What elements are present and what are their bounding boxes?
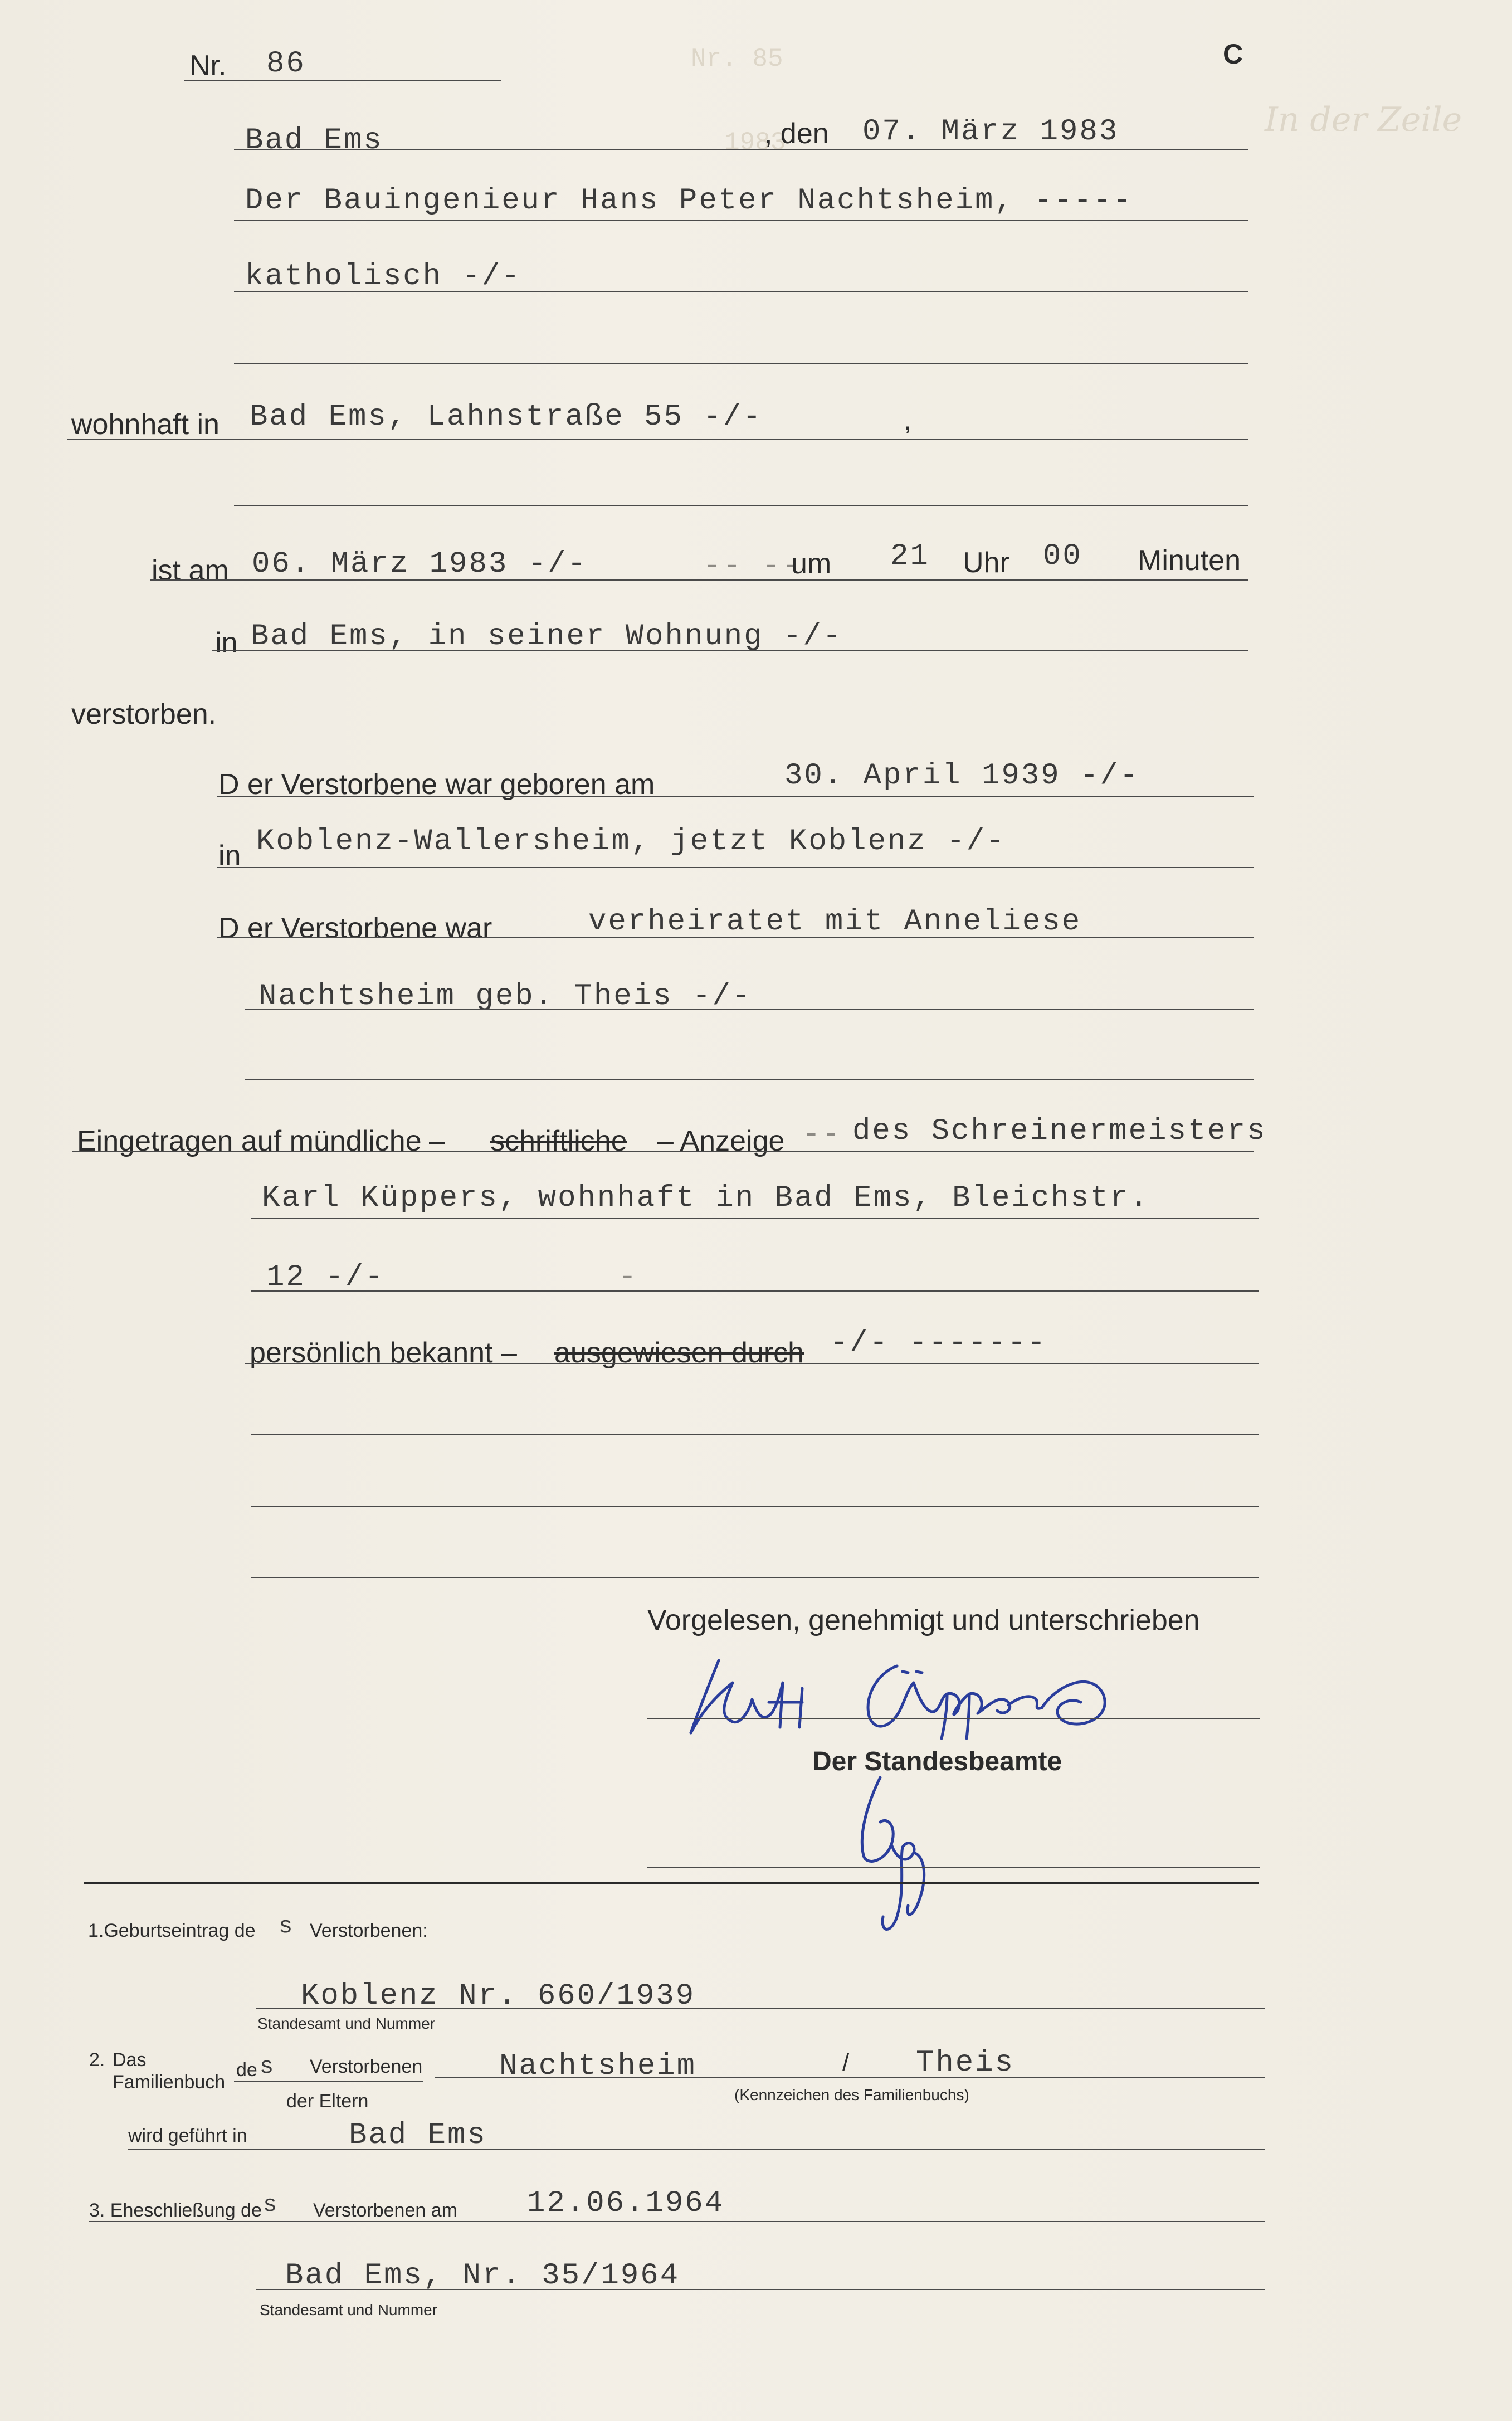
marriage-suffix: Verstorbenen am — [313, 2200, 457, 2221]
marital-value-2: Nachtsheim geb. Theis -/- — [258, 980, 752, 1014]
nr-value: 86 — [266, 47, 306, 81]
blank-line — [251, 1577, 1259, 1578]
birth-entry-s: s — [279, 1913, 295, 1940]
birth-entry-suffix: Verstorbenen: — [310, 1920, 428, 1941]
blank-line — [234, 363, 1248, 364]
informant-line-3-rule — [251, 1290, 1259, 1292]
place-value: Bad Ems — [245, 124, 383, 158]
birth-in-label: in — [218, 840, 241, 872]
birth-place: Koblenz-Wallersheim, jetzt Koblenz -/- — [256, 825, 1006, 859]
registrar-signature-line — [647, 1867, 1260, 1868]
religion-value: katholisch -/- — [245, 260, 521, 294]
family-book-eltern: der Eltern — [286, 2091, 369, 2112]
registration-label-b: – Anzeige — [657, 1125, 785, 1157]
minuten-label: Minuten — [1138, 544, 1241, 577]
family-book-verstorbenen: Verstorbenen — [310, 2056, 423, 2077]
registrar-label: Der Standesbeamte — [812, 1747, 1062, 1776]
death-in-label: in — [215, 627, 238, 659]
birth-entry-caption: Standesamt und Nummer — [257, 2015, 436, 2032]
nr-label: Nr. — [189, 50, 227, 82]
nr-underline — [184, 80, 501, 81]
family-book-separator: / — [842, 2049, 850, 2076]
birth-label: D er Verstorbene war geboren am — [218, 768, 655, 801]
deceased-description: Der Bauingenieur Hans Peter Nachtsheim, ----- — [245, 184, 1133, 218]
marriage-register-line — [256, 2289, 1265, 2290]
death-minutes: 00 — [1043, 539, 1082, 573]
known-line — [245, 1363, 1259, 1364]
blank-line — [251, 1506, 1259, 1507]
birth-place-line — [217, 867, 1254, 868]
residence-trail: , — [904, 404, 912, 436]
bleed-through-handwriting: In der Zeile — [1265, 100, 1462, 139]
place-date-line — [234, 149, 1248, 150]
known-struck-option: ausgewiesen durch — [554, 1337, 804, 1369]
death-place-line — [212, 650, 1248, 651]
marital-value-1: verheiratet mit Anneliese — [588, 905, 1082, 939]
marriage-label: 3. Eheschließung de — [89, 2200, 262, 2221]
birth-date-line — [217, 796, 1254, 797]
marriage-register-caption: Standesamt und Nummer — [260, 2301, 438, 2318]
registrar-initials-signature — [836, 1766, 947, 1945]
death-date: 06. März 1983 -/- — [252, 547, 587, 581]
bleed-through-text: Nr. 85 — [691, 45, 783, 74]
marriage-s: s — [263, 2191, 279, 2218]
family-book-line — [435, 2077, 1265, 2078]
read-approved-label: Vorgelesen, genehmigt und unterschrieben — [647, 1604, 1200, 1636]
registration-struck-option: schriftliche — [490, 1125, 627, 1157]
document-date: 07. März 1983 — [862, 115, 1119, 149]
registration-line — [72, 1151, 1254, 1152]
family-book-label-a: Das — [113, 2049, 147, 2071]
residence-line — [67, 439, 1248, 440]
birth-entry-value: Koblenz Nr. 660/1939 — [301, 1979, 696, 2013]
uhr-label: Uhr — [963, 547, 1009, 579]
registration-label-a: Eingetragen auf mündliche — [77, 1125, 422, 1157]
ist-am-label: ist am — [152, 554, 229, 587]
known-label: persönlich bekannt – — [250, 1337, 517, 1369]
informant-line-3-fill: - — [618, 1260, 638, 1294]
death-hour: 21 — [890, 539, 930, 573]
birth-date: 30. April 1939 -/- — [784, 759, 1140, 793]
marriage-register-value: Bad Ems, Nr. 35/1964 — [285, 2259, 680, 2293]
informant-line-3: 12 -/- — [266, 1260, 385, 1294]
marriage-date: 12.06.1964 — [527, 2186, 725, 2220]
person-line — [234, 220, 1248, 221]
family-book-des: de — [236, 2059, 257, 2081]
birth-entry-line — [256, 2008, 1265, 2009]
family-book-place: Bad Ems — [349, 2118, 487, 2152]
family-book-label-b: Familienbuch — [113, 2072, 226, 2093]
blank-line — [245, 1079, 1254, 1080]
family-book-caption: (Kennzeichen des Familienbuchs) — [734, 2086, 969, 2103]
informant-line-2-rule — [251, 1218, 1259, 1219]
marriage-line — [89, 2221, 1265, 2222]
registration-dash: – — [429, 1125, 445, 1157]
informant-line-2: Karl Küppers, wohnhaft in Bad Ems, Bleichstr. — [262, 1181, 1150, 1215]
corner-letter: C — [1223, 38, 1243, 70]
residence-value: Bad Ems, Lahnstraße 55 -/- — [250, 400, 763, 434]
signature-line — [647, 1718, 1260, 1719]
family-book-subline — [234, 2081, 423, 2082]
residence-label: wohnhaft in — [71, 408, 220, 441]
bleed-through-text: 1983 — [724, 128, 786, 157]
family-book-place-line — [128, 2149, 1265, 2150]
informant-signature — [680, 1649, 1226, 1744]
den-label: , den — [764, 118, 829, 150]
blank-line — [234, 505, 1248, 506]
marital-line-2 — [245, 1009, 1254, 1010]
um-label: um — [791, 548, 832, 580]
death-time-line — [150, 579, 1248, 581]
birth-entry-label: 1.Geburtseintrag de — [88, 1920, 256, 1941]
death-dash-fill: -- -- — [703, 549, 802, 583]
family-book-value-a: Nachtsheim — [499, 2049, 697, 2083]
marital-line-1 — [217, 937, 1254, 938]
informant-line-1: des Schreinermeisters — [852, 1114, 1267, 1148]
family-book-number: 2. — [89, 2049, 105, 2071]
marital-label: D er Verstorbene war — [218, 912, 492, 944]
registration-dash-fill: -- — [802, 1118, 842, 1152]
family-book-gefuehrt-label: wird geführt in — [128, 2125, 247, 2146]
footer-separator — [84, 1882, 1259, 1884]
family-book-s: s — [260, 2053, 276, 2080]
religion-line — [234, 291, 1248, 292]
death-place: Bad Ems, in seiner Wohnung -/- — [251, 620, 843, 654]
known-fill: -/- ------- — [830, 1326, 1047, 1360]
verstorben-label: verstorben. — [71, 698, 217, 730]
blank-line — [251, 1434, 1259, 1435]
family-book-value-b: Theis — [916, 2046, 1015, 2080]
